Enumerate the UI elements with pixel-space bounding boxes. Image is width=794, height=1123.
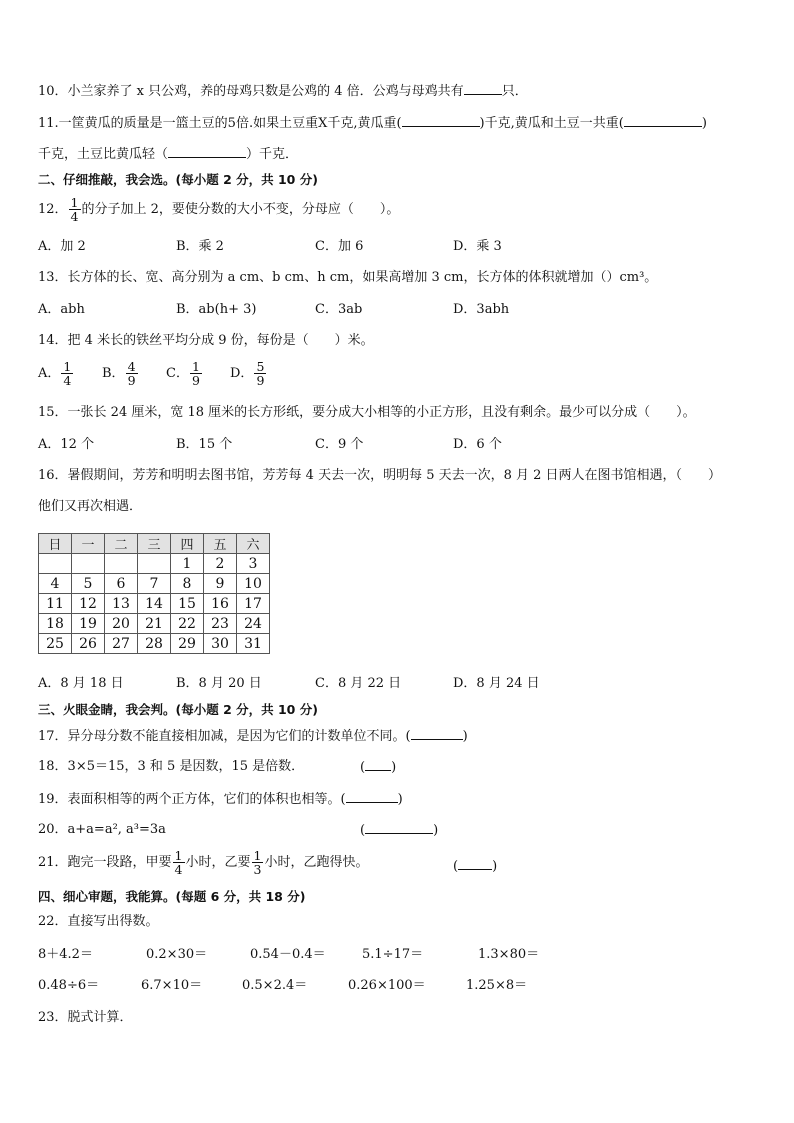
question-15: 15．一张长 24 厘米，宽 18 厘米的长方形纸，要分成大小相等的小正方形，且没有剩余。最少可以分成（ ）。: [38, 405, 696, 420]
calendar-cell: 5: [72, 574, 105, 594]
calc-item: 6.7×10＝: [141, 978, 203, 993]
option-b[interactable]: B．ab(h+ 3): [176, 302, 257, 317]
answer-blank[interactable]: [365, 758, 391, 771]
calendar-cell: 21: [138, 614, 171, 634]
answer-paren: [360, 821, 438, 840]
calendar-week-row: [39, 614, 270, 634]
answer-blank[interactable]: [168, 145, 246, 158]
calendar-cell: 31: [237, 634, 270, 654]
fraction: [173, 849, 185, 876]
calendar-cell: 20: [105, 614, 138, 634]
calendar-cell: 18: [39, 614, 72, 634]
option-label: D．: [230, 366, 254, 381]
weekday-header: 一: [72, 534, 105, 554]
question-11-cont: [38, 145, 298, 164]
question-13: 13．长方体的长、宽、高分别为 a cm、b cm、h cm，如果高增加 3 cm，长方体的体积就增加（）cm³。: [38, 270, 658, 285]
calendar-cell: 16: [204, 594, 237, 614]
option-a[interactable]: [38, 360, 74, 387]
option-c[interactable]: C．9 个: [315, 437, 364, 452]
answer-blank[interactable]: [458, 857, 492, 870]
calendar-cell: 27: [105, 634, 138, 654]
calendar-cell: 13: [105, 594, 138, 614]
option-a[interactable]: A．abh: [38, 302, 85, 317]
calendar-cell: [72, 554, 105, 574]
question-10-tail: 只．: [501, 84, 528, 99]
answer-blank[interactable]: [365, 821, 433, 834]
answer-blank[interactable]: [464, 82, 502, 95]
answer-blank[interactable]: [402, 114, 480, 127]
calendar-cell: 17: [237, 594, 270, 614]
calendar-cell: 11: [39, 594, 72, 614]
option-d[interactable]: [230, 360, 267, 387]
calc-item: 0.5×2.4＝: [242, 978, 308, 993]
fraction: [126, 360, 138, 387]
denominator: 9: [127, 373, 136, 388]
weekday-header: 三: [138, 534, 171, 554]
option-label: B．: [102, 366, 125, 381]
calendar-cell: 9: [204, 574, 237, 594]
question-11-part-a: 11.一筐黄瓜的质量是一篮土豆的5倍.如果土豆重X千克,黄瓜重(: [38, 116, 402, 131]
calendar-cell: 28: [138, 634, 171, 654]
option-c[interactable]: [166, 360, 203, 387]
option-c[interactable]: C．3ab: [315, 302, 363, 317]
question-12: [38, 196, 399, 223]
question-11-part-c: ): [701, 116, 707, 131]
question-17: [38, 727, 468, 746]
calendar-cell: 14: [138, 594, 171, 614]
question-21-text: 小时，乙跑得快。: [264, 855, 369, 870]
numerator: 1: [70, 195, 79, 210]
calendar-table: [38, 533, 270, 654]
numerator: 1: [63, 359, 72, 374]
option-d[interactable]: D．6 个: [453, 437, 502, 452]
calendar-cell: [39, 554, 72, 574]
calendar-week-row: [39, 574, 270, 594]
calendar-cell: 10: [237, 574, 270, 594]
question-10: [38, 82, 528, 101]
option-b[interactable]: B．8 月 20 日: [176, 676, 262, 691]
calc-item: 0.2×30＝: [146, 947, 208, 962]
question-23: 23．脱式计算．: [38, 1010, 133, 1025]
calendar-week-row: [39, 634, 270, 654]
numerator: 1: [174, 848, 183, 863]
calendar-week-row: [39, 594, 270, 614]
calendar-cell: 3: [237, 554, 270, 574]
question-21: [38, 849, 368, 876]
section-2-heading: 二、仔细推敲，我会选。(每小题 2 分，共 10 分): [38, 172, 318, 187]
option-c[interactable]: C．加 6: [315, 239, 364, 254]
calendar-cell: [138, 554, 171, 574]
denominator: 4: [63, 373, 72, 388]
calendar-cell: [105, 554, 138, 574]
question-11-part-e: ）千克．: [246, 147, 299, 162]
option-d[interactable]: D．3abh: [453, 302, 510, 317]
fraction: [252, 849, 264, 876]
question-11-part-d: 千克，土豆比黄瓜轻（: [38, 147, 169, 162]
fraction: [69, 196, 81, 223]
calendar-week-row: [39, 554, 270, 574]
denominator: 3: [253, 862, 262, 877]
question-16: 16．暑假期间，芳芳和明明去图书馆，芳芳每 4 天去一次，明明每 5 天去一次，8 月 2 日两人在图书馆相遇，（ ）: [38, 468, 722, 483]
question-22: 22．直接写出得数。: [38, 914, 159, 929]
option-a[interactable]: A．8 月 18 日: [38, 676, 124, 691]
calendar-cell: 30: [204, 634, 237, 654]
calendar-cell: 25: [39, 634, 72, 654]
option-b[interactable]: B．乘 2: [176, 239, 224, 254]
denominator: 9: [256, 373, 265, 388]
calendar-cell: 22: [171, 614, 204, 634]
open-paren: (: [360, 760, 366, 775]
calendar-cell: 2: [204, 554, 237, 574]
question-18: 18．3×5＝15，3 和 5 是因数，15 是倍数．: [38, 759, 305, 774]
answer-blank[interactable]: [411, 727, 463, 740]
weekday-header: 五: [204, 534, 237, 554]
question-17-text: 17．异分母分数不能直接相加减，是因为它们的计数单位不同。(: [38, 729, 411, 744]
question-20: 20．a+a=a², a³=3a: [38, 822, 166, 837]
calendar-cell: 24: [237, 614, 270, 634]
calendar-cell: 6: [105, 574, 138, 594]
calc-item: 1.25×8＝: [466, 978, 528, 993]
close-paren: ): [397, 792, 403, 807]
open-paren: (: [360, 823, 366, 838]
calendar-cell: 7: [138, 574, 171, 594]
calc-item: 0.54－0.4＝: [250, 947, 326, 962]
calendar-cell: 19: [72, 614, 105, 634]
question-19-text: 19．表面积相等的两个正方体，它们的体积也相等。(: [38, 792, 346, 807]
calc-item: 0.48÷6＝: [38, 978, 100, 993]
question-21-text: 小时，乙要: [185, 855, 251, 870]
numerator: 4: [127, 359, 136, 374]
option-label: C．: [166, 366, 189, 381]
question-14: 14．把 4 米长的铁丝平均分成 9 份，每份是（ ）米。: [38, 333, 374, 348]
close-paren: ): [433, 823, 439, 838]
close-paren: ): [492, 859, 498, 874]
calendar-cell: 23: [204, 614, 237, 634]
calendar-cell: 29: [171, 634, 204, 654]
calendar-cell: 12: [72, 594, 105, 614]
calc-item: 5.1÷17＝: [362, 947, 424, 962]
question-10-text: 10．小兰家养了 x 只公鸡，养的母鸡只数是公鸡的 4 倍．公鸡与母鸡共有: [38, 84, 464, 99]
option-a[interactable]: A．12 个: [38, 437, 95, 452]
option-c[interactable]: C．8 月 22 日: [315, 676, 402, 691]
question-12-number: 12．: [38, 202, 68, 217]
option-a[interactable]: A．加 2: [38, 239, 86, 254]
question-11: [38, 114, 707, 133]
fraction: [254, 360, 266, 387]
calendar-cell: 15: [171, 594, 204, 614]
option-b[interactable]: [102, 360, 139, 387]
open-paren: (: [453, 859, 459, 874]
calc-item: 1.3×80＝: [478, 947, 540, 962]
fraction: [61, 360, 73, 387]
question-11-part-b: )千克,黄瓜和土豆一共重(: [479, 116, 624, 131]
answer-paren: [453, 857, 497, 876]
section-3-heading: 三、火眼金睛，我会判。(每小题 2 分，共 10 分): [38, 702, 318, 717]
numerator: 5: [256, 359, 265, 374]
option-d[interactable]: D．8 月 24 日: [453, 676, 540, 691]
denominator: 9: [191, 373, 200, 388]
close-paren: ): [462, 729, 468, 744]
numerator: 1: [191, 359, 200, 374]
calc-item: 8＋4.2＝: [38, 947, 93, 962]
calc-item: 0.26×100＝: [348, 978, 426, 993]
denominator: 4: [174, 862, 183, 877]
fraction: [190, 360, 202, 387]
weekday-header: 二: [105, 534, 138, 554]
calendar-header-row: [39, 534, 270, 554]
answer-blank[interactable]: [346, 790, 398, 803]
numerator: 1: [253, 848, 262, 863]
option-label: A．: [38, 366, 61, 381]
close-paren: ): [391, 760, 397, 775]
weekday-header: 日: [39, 534, 72, 554]
answer-blank[interactable]: [624, 114, 702, 127]
option-b[interactable]: B．15 个: [176, 437, 233, 452]
option-d[interactable]: D．乘 3: [453, 239, 502, 254]
calendar-cell: 1: [171, 554, 204, 574]
calendar-cell: 26: [72, 634, 105, 654]
calendar-cell: 4: [39, 574, 72, 594]
weekday-header: 四: [171, 534, 204, 554]
weekday-header: 六: [237, 534, 270, 554]
section-4-heading: 四、细心审题，我能算。(每题 6 分，共 18 分): [38, 889, 306, 904]
denominator: 4: [70, 209, 79, 224]
question-21-text: 21．跑完一段路，甲要: [38, 855, 172, 870]
question-16-cont: 他们又再次相遇．: [38, 499, 143, 514]
question-19: [38, 790, 403, 809]
calendar-cell: 8: [171, 574, 204, 594]
answer-paren: [360, 758, 396, 777]
question-12-text: 的分子加上 2，要使分数的大小不变，分母应（ ）。: [81, 202, 400, 217]
